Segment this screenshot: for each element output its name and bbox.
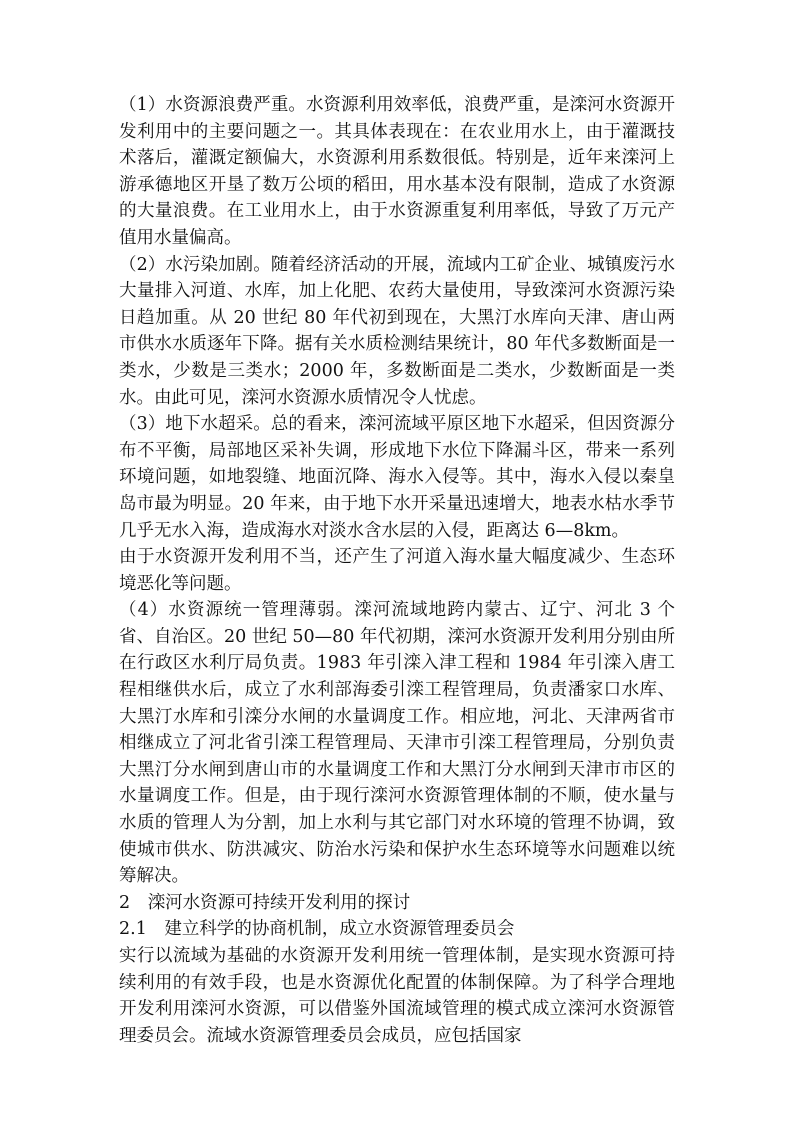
paragraph-water-pollution: （2）水污染加剧。随着经济活动的开展，流域内工矿企业、城镇废污水大量排入河道、水库，加上化肥、农药大量使用，导致滦河水资源污染日趋加重。从 20 世纪 80 年代初到现在，大黑汀水库向天津、唐山两市供水水质逐年下降。据有关水质检测结果统计，80 年代多数断面是一类水，少数是三类水；2000 年，多数断面是二类水，少数断面是一类水。由此可见，滦河水资源水质情况令人忧虑。 — [119, 254, 675, 408]
document-page — [119, 92, 675, 1049]
paragraph-water-waste: （1）水资源浪费严重。水资源利用效率低，浪费严重，是滦河水资源开发利用中的主要问题之一。其具体表现在：在农业用水上，由于灌溉技术落后，灌溉定额偏大，水资源利用系数很低。特别是，近年来滦河上游承德地区开垦了数万公顷的稻田，用水基本没有限制，造成了水资源的大量浪费。在工业用水上，由于水资源重复利用率低，导致了万元产值用水量偏高。 — [119, 95, 675, 248]
paragraph-groundwater-overdraft: （3）地下水超采。总的看来，滦河流域平原区地下水超采，但因资源分布不平衡，局部地区采补失调，形成地下水位下降漏斗区，带来一系列环境问题，如地裂缝、地面沉降、海水入侵等。其中，海水入侵以秦皇岛市最为明显。20 年来，由于地下水开采量迅速增大，地表水枯水季节几乎无水入海，造成海水对淡水含水层的入侵，距离达 6—8km。 — [119, 414, 675, 541]
paragraph-weak-management: （4）水资源统一管理薄弱。滦河流域地跨内蒙古、辽宁、河北 3 个省、自治区。20 世纪 50—80 年代初期，滦河水资源开发利用分别由所在行政区水利厅局负责。1983 年引滦入津工程和 1984 年引滦入唐工程相继供水后，成立了水利部海委引滦工程管理局，负责潘家口水库、大黑汀水库和引滦分水闸的水量调度工作。相应地，河北、天津两省市相继成立了河北省引滦工程管理局、天津市引滦工程管理局，分别负责大黑汀分水闸到唐山市的水量调度工作和大黑汀分水闸到天津市市区的水量调度工作。但是，由于现行滦河水资源管理体制的不顺，使水量与水质的管理人为分割，加上水利与其它部门对水环境的管理不协调，致使城市供水、防洪减灾、防治水污染和保护水生态环境等水问题难以统筹解决。 — [119, 600, 675, 887]
section-heading: 2 滦河水资源可持续开发利用的探讨 — [119, 892, 411, 913]
paragraph-improper-development: 由于水资源开发利用不当，还产生了河道入海水量大幅度减少、生态环境恶化等问题。 — [119, 547, 675, 594]
paragraph-management-committee: 实行以流域为基础的水资源开发利用统一管理体制，是实现水资源可持续利用的有效手段，也是水资源优化配置的体制保障。为了科学合理地开发利用滦河水资源，可以借鉴外国流域管理的模式成立滦河水资源管理委员会。流域水资源管理委员会成员，应包括国家 — [119, 946, 675, 1046]
subsection-heading: 2.1 建立科学的协商机制，成立水资源管理委员会 — [119, 919, 515, 940]
